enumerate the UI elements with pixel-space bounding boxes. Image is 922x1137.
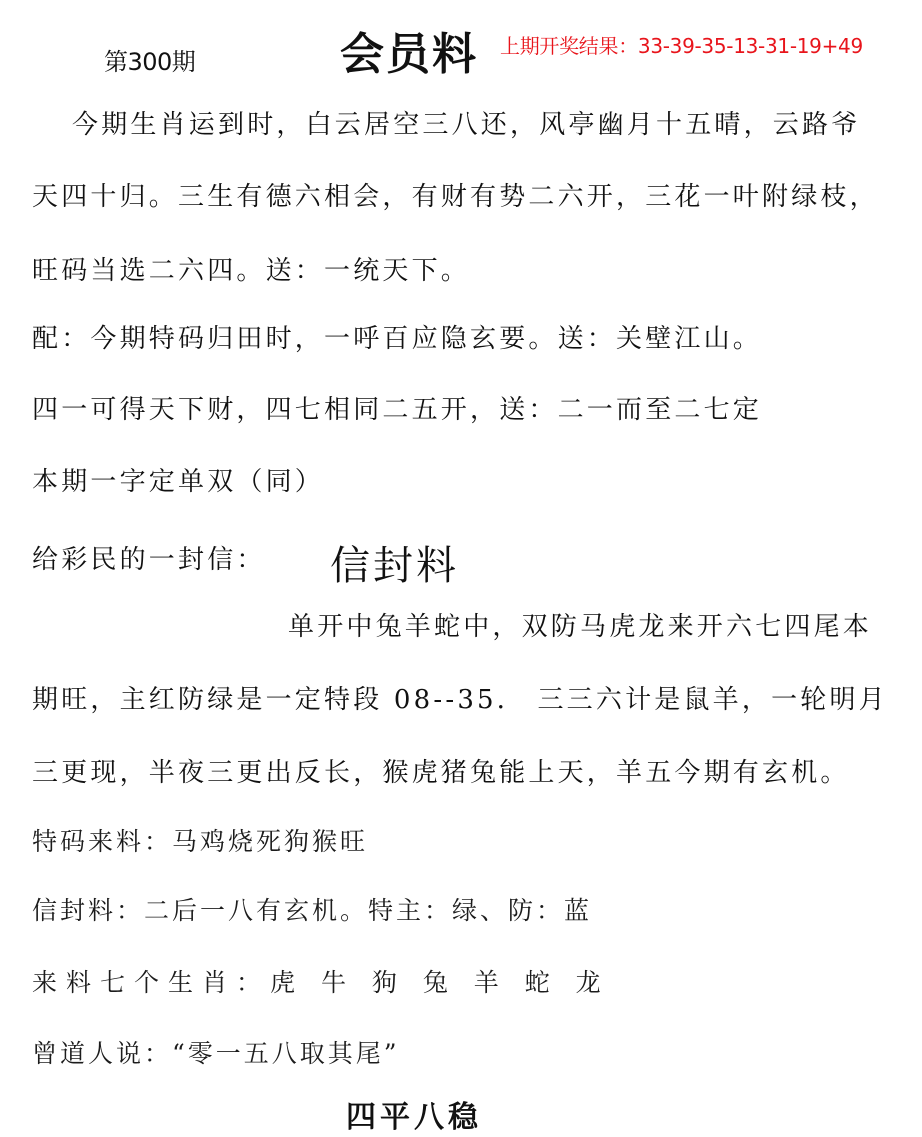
letter-line-2: 期旺，主红防绿是一定特段 08--35． 三三六计是鼠羊，一轮明月	[32, 685, 888, 715]
member-line-1: 今期生肖运到时，白云居空三八还，风亭幽月十五晴，云路爷	[72, 110, 861, 140]
member-line-3: 旺码当选二六四。送：一统天下。	[32, 256, 471, 286]
member-line-4: 配：今期特码归田时，一呼百应隐玄要。送：关壁江山。	[32, 324, 763, 354]
issue-number: 第300期	[104, 48, 196, 76]
last-draw-result: 上期开奖结果：33-39-35-13-31-19+49	[500, 34, 863, 58]
quote-line: 曾道人说：“零一五八取其尾”	[32, 1039, 400, 1068]
letter-line-1: 单开中兔羊蛇中，双防马虎龙来开六七四尾本	[288, 612, 873, 642]
letter-intro: 给彩民的一封信：	[32, 545, 266, 575]
member-line-5: 四一可得天下财，四七相同二五开，送：二一而至二七定	[32, 395, 763, 425]
member-line-6: 本期一字定单双（同）	[32, 467, 325, 497]
letter-title: 信封料	[330, 543, 459, 589]
special-code-line: 特码来料：马鸡烧死狗猴旺	[32, 827, 369, 856]
footer-title: 四平八稳	[346, 1100, 482, 1135]
letter-line-3: 三更现，半夜三更出反长，猴虎猪兔能上天，羊五今期有玄机。	[32, 758, 850, 788]
envelope-line: 信封料：二后一八有玄机。特主：绿、防：蓝	[32, 896, 593, 925]
member-line-2: 天四十归。三生有德六相会，有财有势二六开，三花一叶附绿枝，	[32, 182, 879, 212]
zodiac-line: 来料七个生肖：虎 牛 狗 兔 羊 蛇 龙	[32, 968, 610, 997]
member-title: 会员料	[340, 29, 478, 80]
